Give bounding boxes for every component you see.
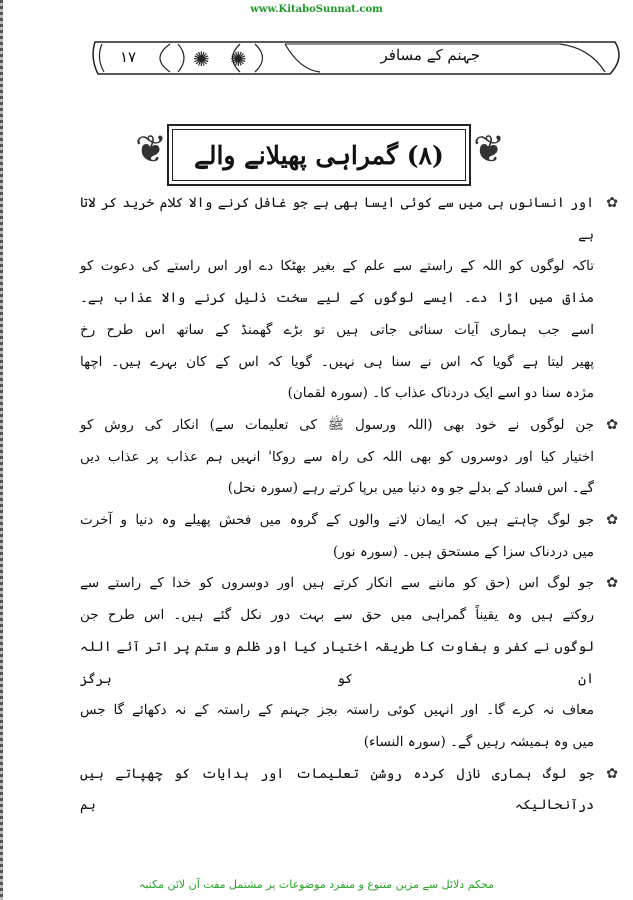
page-header: [90, 40, 625, 76]
bullet-flower-icon: ✿: [606, 416, 618, 433]
text-line: میں وہ ہمیشہ رہیں گے۔ (سورہ النساء): [363, 733, 594, 750]
paragraph: [80, 188, 620, 410]
text-line: ✿ اور انسانوں ہی میں سے کوئی ایسا بھی ہے جو غافل کرنے والا کلام خرید کر لاتا ہے: [80, 188, 594, 251]
text-line: پھیر لیتا ہے گویا کہ اس نے سنا ہی نہیں۔ گویا کہ اس کے کان بہرے ہیں۔ اچھا: [80, 353, 594, 370]
ornament-icon: ❦: [135, 127, 167, 171]
text-line: مذاق میں اڑا دے۔ ایسے لوگوں کے لیے سخت ذلیل کرنے والا عذاب ہے۔: [80, 290, 594, 307]
bullet-flower-icon: ✿: [606, 575, 618, 592]
text-line: روکتے ہیں وہ یقیناً گمراہی میں حق سے بہت دور نکل گئے ہیں۔ اس طرح جن: [80, 607, 594, 624]
page-body: [80, 188, 620, 822]
paragraph: [80, 759, 620, 822]
text-line: ✿ جو لوگ چاہتے ہیں کہ ایمان لانے والوں کے گروہ میں فحش پھیلے وہ دنیا و آخرت: [80, 505, 594, 537]
text-line: تاکہ لوگوں کو اللہ کے راستے سے علم کے بغیر بھٹکا دے اور اس راستے کی دعوت کو: [80, 258, 594, 275]
text-line: ✿ جو لوگ ہماری نازل کردہ روشن تعلیمات اور ہدایات کو چھپاتے ہیں درآنحالیکہ ہم: [80, 759, 594, 822]
header-ornament: [90, 40, 625, 76]
text-line: ✿ جو لوگ اس (حق کو ماننے سے انکار کرتے ہیں اور دوسروں کو خدا کے راستے سے: [80, 568, 594, 600]
text-line: معاف نہ کرے گا۔ اور انہیں کوئی راستہ بجز جہنم کے راستہ کے نہ دکھائے گا جس: [80, 702, 594, 719]
flower-icon: ✺: [193, 47, 210, 71]
chapter-heading: [135, 120, 505, 194]
bullet-flower-icon: ✿: [606, 195, 618, 211]
book-title: جہنم کے مسافر: [380, 46, 480, 64]
paragraph: [80, 505, 620, 568]
watermark-url: www.KitaboSunnat.com: [250, 4, 383, 15]
ornament-icon: ❦: [473, 127, 505, 171]
chapter-title: (۸) گمراہی پھیلانے والے: [194, 140, 444, 170]
text-line: اسے جب ہماری آیات سنائی جاتی ہیں تو بڑے گھمنڈ کے ساتھ اس طرح رخ: [80, 321, 594, 338]
text-line: مژدہ سنا دو اسے ایک دردناک عذاب کا۔ (سورہ لقمان): [287, 385, 594, 402]
text-line: میں دردناک سزا کے مستحق ہیں۔ (سورہ نور): [333, 543, 594, 560]
scan-edge: [0, 0, 3, 900]
text-line: ✿ جن لوگوں نے خود بھی (اللہ ورسول ﷺ کی تعلیمات سے) انکار کی روش کو: [80, 410, 594, 442]
footer-watermark: محکم دلائل سے مزین متنوع و منفرد موضوعات پر مشتمل مفت آن لائن مکتبہ: [138, 878, 495, 891]
page-number: ۱۷: [120, 48, 137, 66]
flower-icon: ✺: [230, 47, 247, 71]
bullet-flower-icon: ✿: [606, 765, 618, 782]
text-line: لوگوں نے کفر و بغاوت کا طریقہ اختیار کیا اور ظلم و ستم پر اتر آئے اللہ ان کو ہرگز: [80, 638, 594, 687]
paragraph: [80, 410, 620, 505]
chapter-frame: [167, 124, 471, 186]
paragraph: [80, 568, 620, 758]
text-line: اختیار کیا اور دوسروں کو بھی اللہ کی راہ سے روکا' انہیں ہم عذاب پر عذاب دیں: [80, 448, 594, 465]
text-line: گے۔ اس فساد کے بدلے جو وہ دنیا میں برپا کرتے رہے (سورہ نحل): [227, 480, 594, 497]
bullet-flower-icon: ✿: [606, 512, 618, 529]
